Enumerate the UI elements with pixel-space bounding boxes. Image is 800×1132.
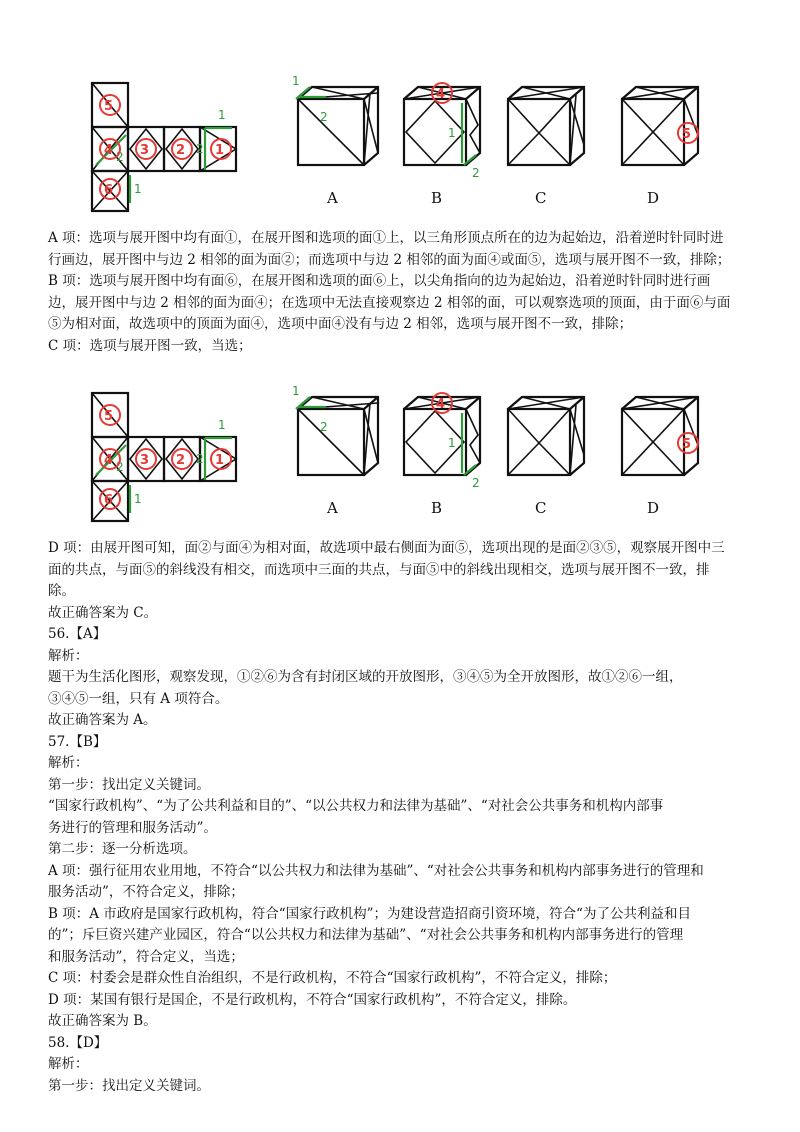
svg-text:2: 2 bbox=[320, 110, 328, 124]
svg-text:3: 3 bbox=[140, 453, 150, 468]
option-label-a: A bbox=[327, 189, 338, 207]
svg-text:4: 4 bbox=[436, 87, 446, 102]
svg-text:5: 5 bbox=[104, 409, 114, 424]
svg-text:2: 2 bbox=[176, 143, 186, 158]
svg-text:5: 5 bbox=[104, 99, 114, 114]
svg-text:6: 6 bbox=[104, 183, 114, 198]
question-number: 57.【B】 bbox=[48, 733, 107, 750]
text-line: ⑤为相对面，故选项中的顶面为面④，选项中面④没有与边 2 相邻，选项与展开图不一致，排除； bbox=[48, 316, 633, 332]
cube-figure-svg-2 bbox=[0, 385, 800, 525]
text-line: A 项：强行征用农业用地，不符合“以公共权力和法律为基础”、“对社会公共事务和机构内部事务进行的管理和 bbox=[48, 862, 704, 879]
text-line: D 项：某国有银行是国企，不是行政机构，不符合“国家行政机构”，不符合定义，排除。 bbox=[48, 991, 577, 1008]
svg-text:1: 1 bbox=[215, 143, 225, 158]
text-line: B 项：A 市政府是国家行政机构，符合“国家行政机构”；为建设营造招商引资环境，符合“为了公共利益和目 bbox=[48, 905, 691, 922]
svg-text:4: 4 bbox=[436, 397, 446, 412]
text-line: 题干为生活化图形，观察发现，①②⑥为含有封闭区域的开放图形，③④⑤为全开放图形，故①②⑥一组， bbox=[48, 669, 683, 685]
svg-text:5: 5 bbox=[682, 437, 692, 452]
text-line: 解析： bbox=[48, 1056, 89, 1072]
explanation-55-56-57-58 bbox=[48, 538, 768, 1097]
question-number: 58.【D】 bbox=[48, 1034, 108, 1051]
cube-net bbox=[92, 83, 236, 211]
svg-text:2: 2 bbox=[472, 166, 480, 180]
svg-text:2: 2 bbox=[176, 453, 186, 468]
text-line: 除。 bbox=[48, 583, 75, 599]
text-line: 行画边，展开图中与边 2 相邻的面为面②；而选项中与边 2 相邻的面为面④或面⑤，选项与展开图不一致，排除； bbox=[48, 251, 731, 268]
explanation-55-part1 bbox=[48, 228, 768, 357]
text-line: 解析： bbox=[48, 647, 89, 664]
cube-option-a bbox=[292, 74, 378, 207]
svg-text:2: 2 bbox=[320, 420, 328, 434]
option-label-d: D bbox=[647, 189, 660, 207]
svg-text:1: 1 bbox=[448, 126, 456, 140]
cube-figure-svg bbox=[0, 75, 800, 215]
text-line: 和服务活动”，符合定义，当选； bbox=[48, 948, 244, 965]
option-label-b-2: B bbox=[431, 499, 443, 517]
svg-text:2: 2 bbox=[116, 460, 124, 474]
question-number: 56.【A】 bbox=[48, 626, 107, 642]
answer-line: 故正确答案为 A。 bbox=[48, 712, 157, 728]
text-line: 第二步：逐一分析选项。 bbox=[48, 841, 197, 857]
text-line: “国家行政机构”、“为了公共利益和目的”、“以公共权力和法律为基础”、“对社会公共事务和机构内部事 bbox=[48, 798, 664, 814]
svg-text:1: 1 bbox=[292, 384, 300, 398]
text-line: A 项：选项与展开图中均有面①，在展开图和选项的面①上，以三角形顶点所在的边为起始边，沿着逆时针同时进 bbox=[48, 230, 724, 246]
text-line: D 项：由展开图可知，面②与面④为相对面，故选项中最右侧面为面⑤，选项出现的是面②③⑤，观察展开图中三 bbox=[48, 540, 725, 556]
option-label-b: B bbox=[431, 189, 443, 207]
svg-text:4: 4 bbox=[104, 143, 114, 158]
svg-text:2: 2 bbox=[116, 150, 124, 164]
text-line: 服务活动”，不符合定义，排除； bbox=[48, 884, 244, 900]
text-line: ③④⑤一组，只有 A 项符合。 bbox=[48, 690, 229, 707]
text-line: 务进行的管理和服务活动”。 bbox=[48, 819, 217, 836]
text-line: 面的共点，与面⑤的斜线没有相交，而选项中三面的共点，与面⑤中的斜线出现相交，选项与展开图不一致，排 bbox=[48, 561, 710, 578]
svg-text:1: 1 bbox=[448, 436, 456, 450]
svg-text:4: 4 bbox=[104, 453, 114, 468]
svg-text:2: 2 bbox=[196, 142, 204, 156]
cube-option-c bbox=[508, 87, 584, 207]
option-label-c-2: C bbox=[535, 499, 547, 517]
cube-figure-1 bbox=[0, 75, 800, 215]
answer-line: 故正确答案为 C。 bbox=[48, 604, 158, 621]
answer-line: 故正确答案为 B。 bbox=[48, 1013, 157, 1029]
svg-text:1: 1 bbox=[218, 108, 226, 122]
svg-text:2: 2 bbox=[472, 476, 480, 490]
text-line: C 项：选项与展开图一致，当选； bbox=[48, 337, 252, 354]
text-line: C 项：村委会是群众性自治组织，不是行政机构，不符合“国家行政机构”，不符合定义，排除； bbox=[48, 970, 617, 986]
cube-option-b bbox=[404, 83, 480, 207]
cube-option-d bbox=[622, 87, 698, 207]
svg-text:3: 3 bbox=[140, 143, 150, 158]
text-line: 边，展开图中与边 2 相邻的面为面④；在选项中无法直接观察边 2 相邻的面，可以观察选项的顶面，由于面⑥与面 bbox=[48, 294, 731, 311]
option-label-d-2: D bbox=[647, 499, 660, 517]
option-label-a-2: A bbox=[327, 499, 338, 517]
text-line: 第一步：找出定义关键词。 bbox=[48, 1077, 210, 1094]
svg-text:1: 1 bbox=[134, 492, 142, 506]
text-line: B 项：选项与展开图中均有面⑥，在展开图和选项的面⑥上，以尖角指向的边为起始边，沿着逆时针同时进行画 bbox=[48, 273, 711, 289]
svg-text:6: 6 bbox=[104, 493, 114, 508]
text-line: 解析： bbox=[48, 755, 89, 771]
text-line: 第一步：找出定义关键词。 bbox=[48, 776, 210, 793]
svg-text:1: 1 bbox=[218, 418, 226, 432]
svg-text:1: 1 bbox=[215, 453, 225, 468]
svg-text:2: 2 bbox=[196, 452, 204, 466]
svg-text:1: 1 bbox=[134, 182, 142, 196]
svg-text:1: 1 bbox=[292, 74, 300, 88]
text-line: 的”；斥巨资兴建产业园区，符合“以公共权力和法律为基础”、“对社会公共事务和机构内部事务进行的管理 bbox=[48, 927, 684, 943]
option-label-c: C bbox=[535, 189, 547, 207]
svg-text:5: 5 bbox=[682, 127, 692, 142]
cube-figure-2 bbox=[0, 385, 800, 525]
